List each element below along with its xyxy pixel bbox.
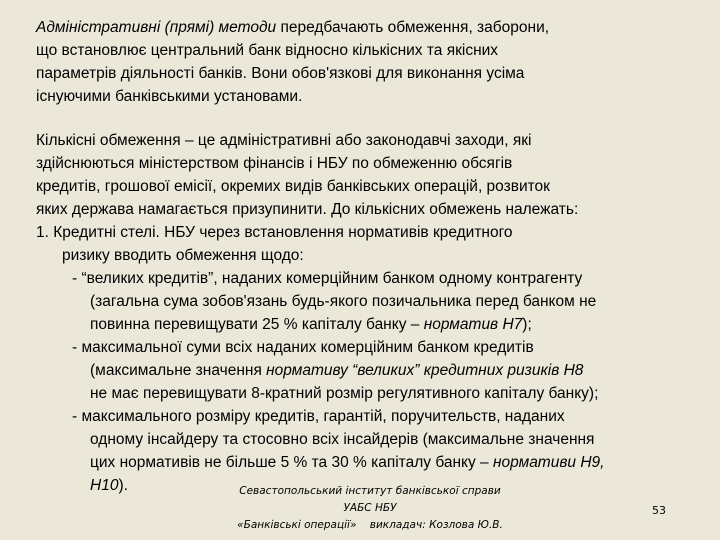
paragraph-1-line-4: існуючими банківськими установами. xyxy=(36,88,303,105)
sub-item-3-line-2: одному інсайдеру та стосовно всіх інсайдерів (максимальне значення xyxy=(90,431,595,448)
sub-item-1-line-1: - “великих кредитів”, наданих комерційним банком одному контрагенту xyxy=(72,270,583,287)
sub-item-3-line-4 xyxy=(90,475,128,497)
footer xyxy=(200,483,540,534)
sub-item-3-line-4-end: ). xyxy=(118,477,128,494)
paragraph-2-line-2: здійснюються міністерством фінансів і НБУ по обмеженню обсягів xyxy=(36,155,513,172)
list-item-1-line-2: ризику вводить обмеження щодо: xyxy=(62,247,304,264)
list-item-1-line-1: 1. Кредитні стелі. НБУ через встановлення нормативів кредитного xyxy=(36,224,513,241)
sub-item-1-line-3-text: повинна перевищувати 25 % капіталу банку – xyxy=(90,316,424,333)
sub-item-1-line-2: (загальна сума зобов'язань будь-якого позичальника перед банком не xyxy=(90,293,597,310)
footer-institute: Севастопольський інститут банківської справи xyxy=(239,485,501,497)
sub-item-2-line-2 xyxy=(90,360,583,382)
paragraph-1-line-1-text: передбачають обмеження, заборони, xyxy=(276,19,550,36)
norm-h7: норматив Н7 xyxy=(423,316,523,333)
page-number: 53 xyxy=(652,504,666,517)
sub-item-3-line-1: - максимального розміру кредитів, гарантій, поручительств, наданих xyxy=(72,408,565,425)
sub-item-3-line-3 xyxy=(90,452,604,474)
paragraph-2-line-4: яких держава намагається призупинити. До кількісних обмежень належать: xyxy=(36,201,579,218)
sub-item-2-line-2-text: (максимальне значення xyxy=(90,362,267,379)
term-admin-methods: Адміністративні (прямі) методи xyxy=(36,19,277,36)
sub-item-3-line-3-text: цих нормативів не більше 5 % та 30 % капіталу банку – xyxy=(90,454,493,471)
sub-item-2-line-3: не має перевищувати 8-кратний розмір регулятивного капіталу банку); xyxy=(90,385,599,402)
sub-item-2-line-1: - максимальної суми всіх наданих комерційним банком кредитів xyxy=(72,339,534,356)
paragraph-1-line-2: що встановлює центральний банк відносно кількісних та якісних xyxy=(36,42,499,59)
norm-h8: нормативу “великих” кредитних ризиків Н8 xyxy=(266,362,584,379)
footer-organization: УАБС НБУ xyxy=(343,502,397,514)
footer-course-lecturer: «Банківські операції» викладач: Козлова Ю.В. xyxy=(237,519,503,531)
paragraph-2-line-3: кредитів, грошової емісії, окремих видів банківських операцій, розвиток xyxy=(36,178,550,195)
norm-h9: нормативи Н9, xyxy=(492,454,605,471)
paragraph-2-line-1: Кількісні обмеження – це адміністративні або законодавчі заходи, які xyxy=(36,132,532,149)
norm-h10: Н10 xyxy=(90,477,119,494)
paragraph-1-line-3: параметрів діяльності банків. Вони обов'язкові для виконання усіма xyxy=(36,65,525,82)
paragraph-1-line-1 xyxy=(36,17,549,39)
sub-item-1-line-3 xyxy=(90,314,532,336)
sub-item-1-line-3-end: ); xyxy=(522,316,532,333)
